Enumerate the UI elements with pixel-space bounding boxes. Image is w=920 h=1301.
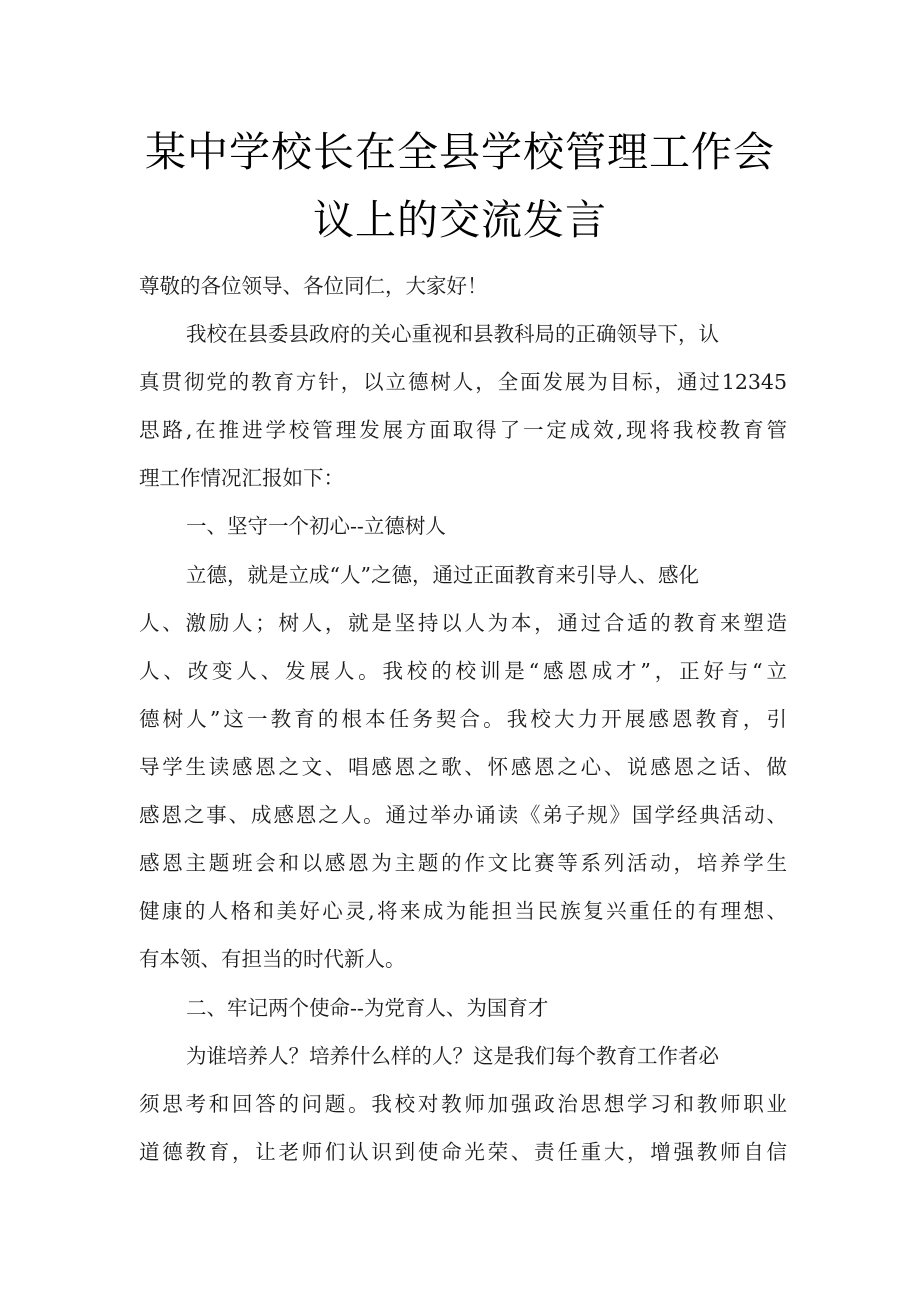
paragraph-line: 感恩之事、成感恩之人。通过举办诵读《弟子规》国学经典活动、 — [139, 803, 787, 827]
paragraph-line: 思路,在推进学校管理发展方面取得了一定成效,现将我校教育管 — [139, 418, 787, 442]
paragraph-line: 有本领、有担当的时代新人。 — [139, 947, 406, 971]
section-heading-2: 二、牢记两个使命--为党育人、为国育才 — [186, 996, 549, 1020]
paragraph-line: 立德，就是立成“人”之德，通过正面教育来引导人、感化 — [186, 563, 699, 587]
paragraph-line: 导学生读感恩之文、唱感恩之歌、怀感恩之心、说感恩之话、做 — [139, 755, 787, 779]
paragraph-line: 须思考和回答的问题。我校对教师加强政治思想学习和教师职业 — [139, 1092, 787, 1116]
document-title-line-2: 议上的交流发言 — [313, 196, 607, 244]
paragraph-line: 人、激励人；树人，就是坚持以人为本，通过合适的教育来塑造 — [139, 611, 787, 635]
paragraph-line: 理工作情况汇报如下： — [139, 466, 344, 490]
paragraph-line: 道德教育，让老师们认识到使命光荣、责任重大，增强教师自信 — [139, 1140, 787, 1164]
salutation: 尊敬的各位领导、各位同仁，大家好！ — [139, 274, 488, 298]
section-heading-1: 一、坚守一个初心--立德树人 — [186, 514, 446, 538]
paragraph-line: 健康的人格和美好心灵,将来成为能担当民族复兴重任的有理想、 — [139, 899, 787, 923]
document-title-line-1: 某中学校长在全县学校管理工作会 — [145, 128, 775, 176]
paragraph-line: 我校在县委县政府的关心重视和县教科局的正确领导下，认 — [186, 322, 719, 346]
paragraph-line: 为谁培养人？培养什么样的人？这是我们每个教育工作者必 — [186, 1044, 719, 1068]
paragraph-line: 人、改变人、发展人。我校的校训是“感恩成才”，正好与“立 — [139, 659, 787, 683]
paragraph-line: 德树人”这一教育的根本任务契合。我校大力开展感恩教育，引 — [139, 707, 787, 731]
paragraph-line: 感恩主题班会和以感恩为主题的作文比赛等系列活动，培养学生 — [139, 851, 787, 875]
paragraph-line: 真贯彻党的教育方针，以立德树人，全面发展为目标，通过12345 — [139, 370, 787, 394]
